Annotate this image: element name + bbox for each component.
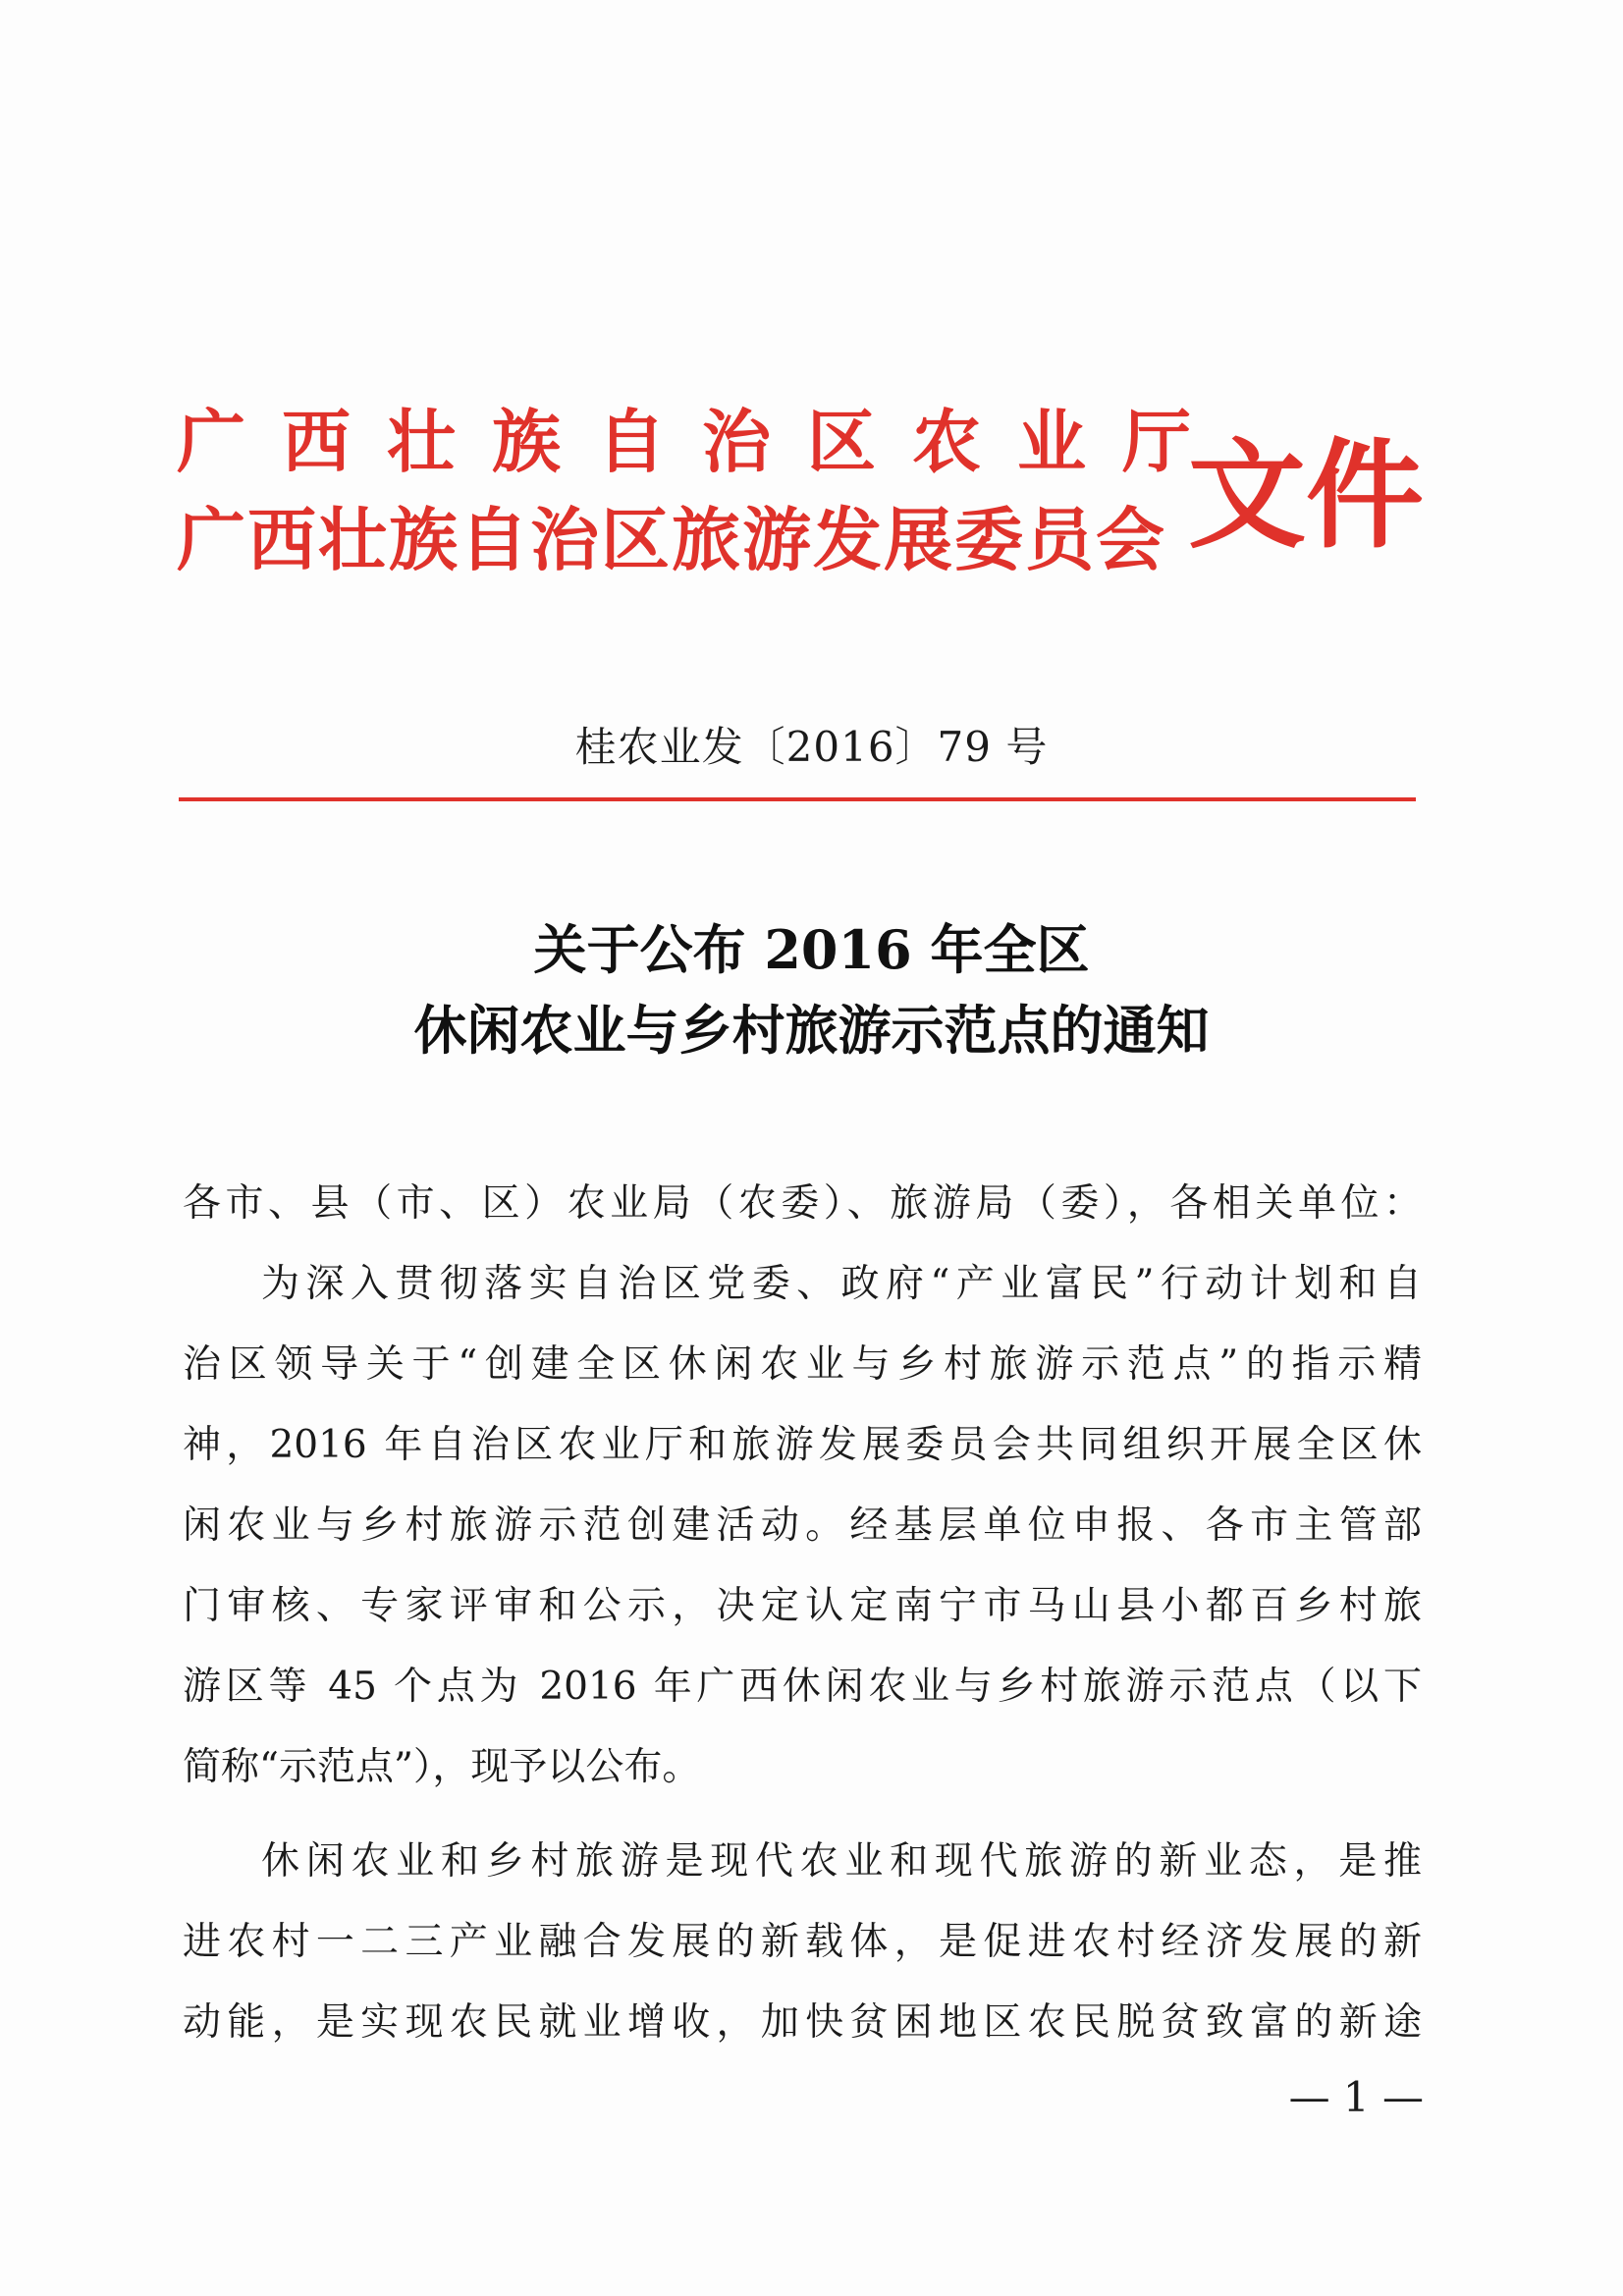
paragraph-1-line: 闲农业与乡村旅游示范创建活动。经基层单位申报、各市主管部 bbox=[183, 1503, 1422, 1548]
paragraph-1-line: 为深入贯彻落实自治区党委、政府“产业富民”行动计划和自 bbox=[261, 1262, 1422, 1306]
paragraph-2-line: 休闲农业和乡村旅游是现代农业和现代旅游的新业态，是推 bbox=[261, 1839, 1422, 1884]
paragraph-1-line: 游区等 45 个点为 2016 年广西休闲农业与乡村旅游示范点（以下 bbox=[183, 1665, 1422, 1709]
page-number: — 1 — bbox=[1288, 2073, 1424, 2121]
document-body bbox=[183, 1164, 1422, 2063]
title-line-2: 休闲农业与乡村旅游示范点的通知 bbox=[413, 999, 1210, 1062]
title-line-1: 关于公布 2016 年全区 bbox=[533, 918, 1090, 981]
paragraph-1-line: 门审核、专家评审和公示，决定认定南宁市马山县小都百乡村旅 bbox=[183, 1584, 1422, 1628]
issuing-org-2: 广西壮族自治区旅游发展委员会 bbox=[177, 499, 1166, 580]
red-divider bbox=[179, 797, 1416, 801]
document-label: 文件 bbox=[1188, 426, 1424, 565]
masthead bbox=[177, 403, 1424, 609]
paragraph-1-line: 治区领导关于“创建全区休闲农业与乡村旅游示范点”的指示精 bbox=[183, 1342, 1422, 1387]
paragraph-1-line: 简称“示范点”），现予以公布。 bbox=[183, 1745, 701, 1789]
paragraph-1-line: 神，2016 年自治区农业厅和旅游发展委员会共同组织开展全区休 bbox=[183, 1423, 1422, 1467]
paragraph-2-line: 进农村一二三产业融合发展的新载体，是促进农村经济发展的新 bbox=[183, 1920, 1422, 1964]
salutation: 各市、县（市、区）农业局（农委）、旅游局（委），各相关单位： bbox=[183, 1181, 1422, 1226]
document-number: 桂农业发〔2016〕79 号 bbox=[574, 723, 1049, 771]
issuing-org-1: 广西壮族自治区农业厅 bbox=[177, 401, 1227, 482]
paragraph-2-line: 动能，是实现农民就业增收，加快贫困地区农民脱贫致富的新途 bbox=[183, 2000, 1422, 2045]
